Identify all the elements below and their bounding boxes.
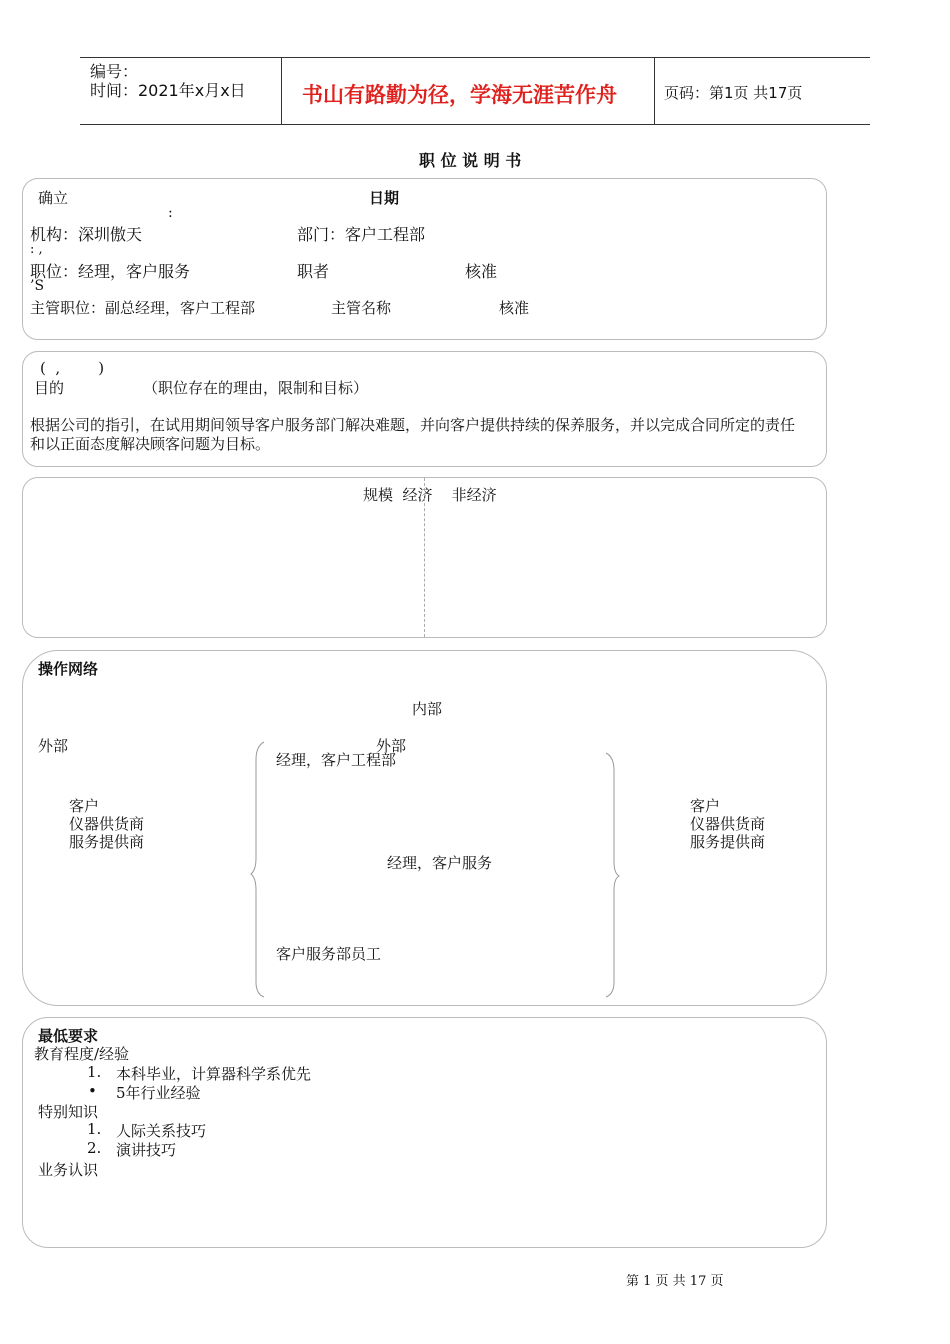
page-label: 页码：第1页 共17页 [664,84,803,102]
purpose-text-line1: 根据公司的指引，在试用期间领导客户服务部门解决难题，并向客户提供持续的保养服务，并以完成合同所定的责任 [30,416,796,434]
special-item-2-number: 2. [87,1139,102,1157]
header-top-rule [80,57,870,58]
position-field: 职位：经理，客户服务 [30,262,191,281]
separator-mark: : , [30,242,43,257]
header-divider-right [654,57,655,124]
time-label: 时间：2021年x月x日 [90,81,246,100]
department-field: 部门：客户工程部 [297,225,426,244]
edu-item-1: 本科毕业，计算器科学系优先 [116,1065,312,1083]
business-knowledge-label: 业务认识 [38,1161,99,1179]
purpose-label: 目的 [34,379,65,397]
colon-mark: : [168,205,173,221]
special-knowledge-label: 特别知识 [38,1103,99,1121]
purpose-hint: （职位存在的理由，限制和目标） [143,379,369,397]
document-title: 职 位 说 明 书 [419,151,522,170]
header-bottom-rule [80,124,870,125]
special-item-1-number: 1. [87,1120,102,1138]
left-item-supplier: 仪器供货商 [69,815,145,833]
external-left-label: 外部 [38,737,69,755]
footer-page-number: 第 1 页 共 17 页 [626,1274,724,1289]
edu-item-2-bullet: • [88,1082,97,1100]
organization-field: 机构：深圳傲天 [30,225,143,244]
edu-item-1-number: 1. [87,1063,102,1081]
internal-label: 内部 [412,700,443,718]
incumbent-label: 职者 [297,262,330,281]
special-item-2: 演讲技巧 [116,1141,177,1159]
center-top-role: 经理，客户工程部 [276,751,397,769]
supervisor-name-label: 主管名称 [331,299,392,317]
header-divider-left [281,57,282,124]
apostrophe-mark: ’S [30,278,45,294]
special-item-1: 人际关系技巧 [116,1122,207,1140]
center-mid-role: 经理，客户服务 [387,854,493,872]
confirm-label: 确立 [38,189,69,207]
date-label: 日期 [369,189,400,207]
center-bottom-role: 客户服务部员工 [276,945,382,963]
edu-item-2: 5年行业经验 [116,1084,201,1102]
header-motto: 书山有路勤为径，学海无涯苦作舟 [302,83,617,107]
number-label: 编号： [90,62,139,81]
external-mid-label: 外部 [376,737,407,755]
education-label: 教育程度/经验 [34,1045,130,1063]
left-item-customer: 客户 [69,797,100,815]
requirements-title: 最低要求 [38,1027,99,1045]
supervisor-approve-label: 核准 [499,299,530,317]
purpose-paren: ( , ) [40,359,105,377]
scale-title: 规模 经济 非经济 [363,486,497,504]
right-item-provider: 服务提供商 [690,833,766,851]
right-item-supplier: 仪器供货商 [690,815,766,833]
left-item-provider: 服务提供商 [69,833,145,851]
supervisor-position: 主管职位：副总经理，客户工程部 [30,299,256,317]
purpose-text-line2: 和以正面态度解决顾客问题为目标。 [30,435,271,453]
approve-label: 核准 [465,262,498,281]
network-title: 操作网络 [38,660,99,678]
scale-divider [424,478,425,637]
right-item-customer: 客户 [690,797,721,815]
